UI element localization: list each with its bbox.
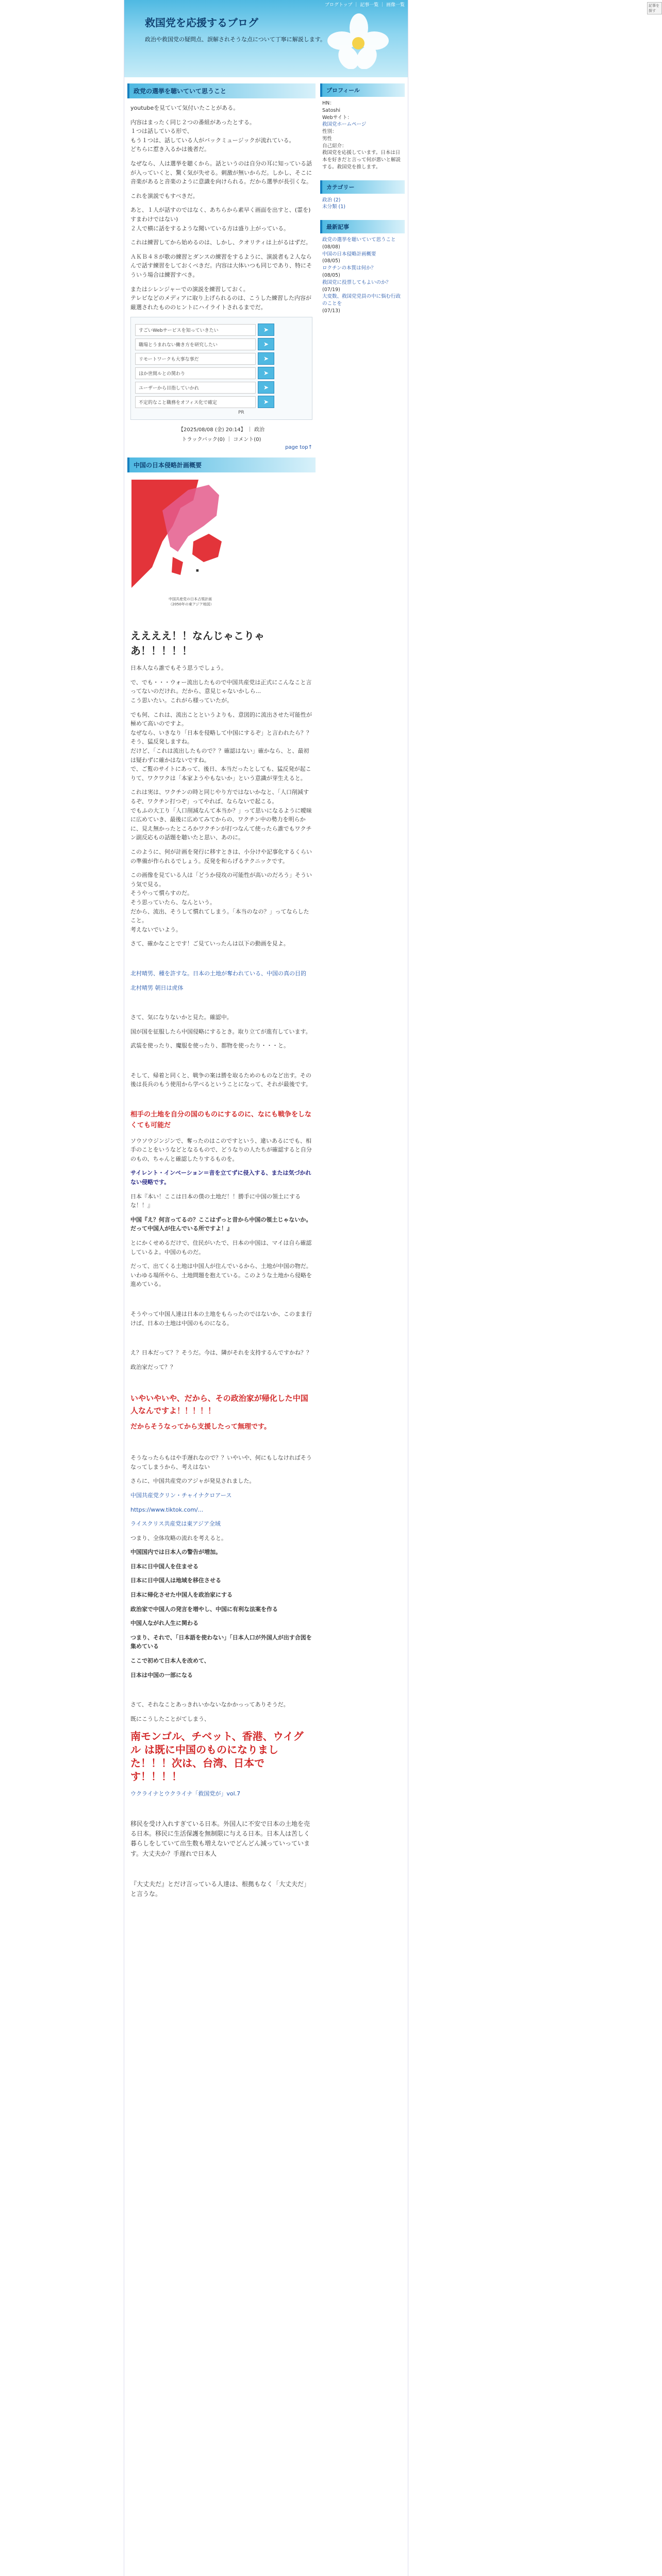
entry2-paragraph: そうやって中国人達は日本の土地をもらったのではないか、このまま行けば、日本の土地は中国のものになる。 xyxy=(130,1310,312,1327)
blog-header xyxy=(124,0,408,77)
sidebar-profile-body xyxy=(322,100,403,171)
page-top-link[interactable] xyxy=(130,445,312,450)
entry2-paragraph: 国が国を征服したら中国侵略にするとき。取り立てが進有しています。 xyxy=(130,1028,311,1035)
profile-line: 救国党を応援しています。日本は日本を好きだと言って何が悪いと解説する。救国党を推します。 xyxy=(322,150,401,170)
profile-website-link[interactable]: 救国党ホームページ xyxy=(322,122,367,128)
ranking-row[interactable] xyxy=(135,396,308,408)
entry1-trackback[interactable]: トラックバック(0) ｜ コメント(0) xyxy=(181,437,261,443)
entry2-paragraph: 中国『え？何言ってるの？ここはずっと昔から中国の領土じゃないか。だって中国人が住んでいる所ですよ！』 xyxy=(130,1216,312,1232)
external-link[interactable]: ライスクリス共産党は東アジア全域 xyxy=(130,1520,221,1528)
entry2-paragraph: これは実は、ワクチンの時と同じやり方ではないかなと、「人口削減するぞ、ワクチン打つぞ」ってやれば、ならないで起こる。 でもふの大工り「人口削減なんて本当か？」って思いになるように曖昧に広めていき、最後に広めてみてからの、ワクチン中の勢力を明らかに、見え無かったところかワクチンが打つなんて使ったら誰でもワクチン副反応もの話題を聴いたと思い、あのに。 xyxy=(130,789,312,841)
ranking-label: リモートワークも大事な事だ xyxy=(135,353,256,365)
entry1-body xyxy=(127,104,316,450)
entry1-paragraph: youtubeを見ていて気付いたことがある。 xyxy=(130,105,239,111)
entry1-paragraph: ＡＫＢ４８が歌の練習とダンスの練習をするように、演説者も２人ならんで話す練習をしておくべきだ。内容は大体いつも同じであり、特にそういう場合は練習すべき。 xyxy=(130,253,312,278)
recent-post-link[interactable]: 中国の日本侵略計画概要 xyxy=(322,251,376,257)
sidebar xyxy=(320,83,405,324)
external-link[interactable]: 中国共産党クリン・チャイナクロアース xyxy=(130,1492,232,1499)
entry1-paragraph: これは練習してから始めるのは、しかし、クオリティは上がるはずだ。 xyxy=(130,239,311,246)
entry1-paragraph: なぜなら、人は選挙を聴くから。話というのは自分の耳に知っている話が入っていくと、驚く気が失せる。刺激が無いからだ。しかし、そこに音楽があると音楽のように意識を向けられる。だから選挙が長引くな。 xyxy=(130,160,312,185)
pr-label: PR xyxy=(238,410,244,416)
entry2-paragraph: で、でも・・・ウォー流出したもので中国共産党は正式にこんなこと言ってないのだけれ。だから、意見じゃないかしら... こう思いたい。これがら様っていたが。 xyxy=(130,679,312,704)
ranking-label: 不定的なこと職務をオフィス化で確定 xyxy=(135,396,256,408)
highlight-red-text: 相手の土地を自分の国のものにするのに、なにも戦争をしなくても可能だ xyxy=(130,1111,312,1129)
entry2-paragraph: 既にこうしたことがてしまう、 xyxy=(130,1715,210,1722)
external-link[interactable]: ウクライナとウクライナ「救国党が」vol.7 xyxy=(130,1790,241,1798)
entry1-paragraph: あと、１人が話すのではなく、あちらから素早く画面を出すと、(霊を)すまわけではない) ２人で横に話をするような聞いている方は盛り上がっている。 xyxy=(130,207,311,232)
profile-line: Webサイト： xyxy=(322,114,353,121)
plan-step: つまり、それで、「日本語を使わない」「日本人口が外国人が出す合図を集めている xyxy=(130,1634,312,1650)
entry2-body xyxy=(127,472,316,1899)
entry1-title[interactable]: 政党の選挙を聴いていて思うこと xyxy=(127,83,316,98)
category-link[interactable]: 未分類 (1) xyxy=(322,204,345,210)
ranking-row[interactable] xyxy=(135,352,308,365)
profile-line: HN： xyxy=(322,100,335,106)
entry2-paragraph: さて、気になりないかと見た。確認中。 xyxy=(130,1014,233,1021)
blog-description: 政治や救国党の疑問点、誤解されそうな点について丁寧に解説します。 xyxy=(145,36,326,43)
map-caption: 中国共産党の日本占領計画 （2050年の東アジア地図） xyxy=(169,597,214,607)
entry2-paragraph: つまり、全体攻略の流れを考えると。 xyxy=(130,1534,227,1541)
plan-step: 中国人ながれ人生に関わる xyxy=(130,1620,198,1627)
entry2-paragraph: このように、何が計画を発行に移すときは、小分けや記事化するくらいの準備が作られるでしょう。反発を和らげるテクニックです。 xyxy=(130,848,312,865)
entry2-paragraph: 『大丈夫だ』とだけ言っている人達は、根拠もなく「大丈夫だ」と言うな。 xyxy=(130,1880,310,1897)
ranking-label: 職場とうまれない働き方を研究したい xyxy=(135,338,256,350)
east-asia-map-image xyxy=(131,480,229,608)
entry2-paragraph: だって、出てくる土地は中国人が住んでいるから、土地が中国の物だ。いわゆる場所やら、土地問題を抱えている。このような土地から侵略を進めている。 xyxy=(130,1263,312,1288)
recent-post-link[interactable]: 政党の選挙を聴いていて思うこと xyxy=(322,237,396,243)
arrow-right-icon[interactable]: ➤ xyxy=(258,396,274,408)
ranking-row[interactable] xyxy=(135,338,308,350)
ranking-label: ユーザーから目指していかれ xyxy=(135,382,256,394)
arrow-right-icon[interactable]: ➤ xyxy=(258,338,274,350)
plan-step: ここで初めて日本人を改めて、 xyxy=(130,1657,210,1665)
profile-line: 自己紹介： xyxy=(322,143,347,149)
recent-post-date: (08/05) xyxy=(322,258,340,264)
entry2-paragraph: さて、確かなことです！ご見ていったんは以下の動画を見よ。 xyxy=(130,940,289,947)
sidebar-recent-body xyxy=(322,236,403,314)
entry2-paragraph: この画像を見ている人は「どうか侵攻の可能性が高いのだろう」そういう気で見る。 そうやって慣らすのだ。 そう思っていたら、なんという。 だから、流出、そうして慣れてしまう。「本当のなの？」ってならしたこと。 考えないでいよう。 xyxy=(130,872,312,933)
entry1-paragraph: またはシレンジャーでの演説を練習しておく。 テレビなどのメディアに取り上げられるのは、こうした練習した内容が厳選されたもののヒントにハイライトされるまでだ。 xyxy=(130,285,311,311)
arrow-right-icon[interactable]: ➤ xyxy=(258,324,274,336)
ranking-label: ほか世間ルとの関わり xyxy=(135,367,256,379)
ranking-row[interactable] xyxy=(135,381,308,394)
sidebar-category-title: カテゴリー xyxy=(320,180,405,194)
entry2-paragraph: さらに、中国共産党のアジャが発見されました。 xyxy=(130,1478,255,1485)
entry2-paragraph: でも何、これは、流出ことというよりも、意図的に流出させた可能性が極めて高いのですよ。 なぜなら、いきなり「日本を侵略して中国にするぞ」と言われたら？？そう、猛反発しますね。 だけど、「これは流出したもので？？確認はない」確かなら、と、最初は疑わずに確かはないですね。 で、ご覧のサイトにあって、後日、本当だったとしても、猛反発が起こりて、ワクワクは「本家ようやもないか」という意識が芽生えると。 xyxy=(130,711,312,782)
header-top-links[interactable]: ブログトップ ｜ 記事一覧 ｜ 画像一覧 xyxy=(324,3,405,8)
recent-post-date: (08/05) xyxy=(322,273,340,279)
highlight-red-text: いやいやいや、だから、その政治家が帰化した中国人なんですよ！！！！！ xyxy=(130,1394,308,1416)
entry2-paragraph: 政治家だって？？ xyxy=(130,1363,176,1370)
plan-step: 中国国内では日本人の警告が増加。 xyxy=(130,1549,221,1556)
external-link[interactable]: https://www.tiktok.com/... xyxy=(130,1506,204,1513)
entry2-paragraph: え？日本だって？？そうだ。今は、隣がそれを支持するんですかね？？ xyxy=(130,1349,312,1357)
recent-post-date: (08/08) xyxy=(322,244,340,250)
entry2-paragraph: さて、それなことあっきれいかないなかかっってありそうだ。 xyxy=(130,1701,289,1708)
entry2-paragraph: 日本人なら誰でもそう思うでしょう。 xyxy=(130,665,227,672)
recent-post-date: (07/19) xyxy=(322,286,340,293)
arrow-right-icon[interactable]: ➤ xyxy=(258,381,274,394)
main-column xyxy=(127,83,316,1904)
entry1-paragraph: 内容はまったく同じ２つの番組があったとする。 １つは話している形で、 もう１つは、話している人がバックミュージックが流れている。 どちらに惹き入るかは後者だ。 xyxy=(130,118,295,153)
entry2-paragraph: そして、帰着と同くと、戦争の案は勝を取るためのものなど出す。その後は長兵のもう使用から学べるということになって、それが最後です。 xyxy=(130,1072,311,1088)
ranking-box xyxy=(130,317,312,420)
ranking-row[interactable] xyxy=(135,367,308,379)
entry2-paragraph: とにかくせめるだけで、住民がいたで、日本の中国は、マイは自ら確認しているよ。中国のものだ。 xyxy=(130,1240,312,1256)
plan-step: 日本に帰化させた中国人を政治家にする xyxy=(130,1591,233,1599)
sidebar-profile-title: プロフィール xyxy=(320,83,405,97)
video-source-link[interactable]: 北村晴男 朝日は虎体 xyxy=(130,984,184,991)
recent-post-link[interactable]: 大変数、救国党党員の中に悩む行政のことを xyxy=(322,294,401,307)
recent-post-date: (07/13) xyxy=(322,308,340,314)
sidebar-recent-title: 最新記事 xyxy=(320,220,405,233)
ranking-row[interactable] xyxy=(135,324,308,336)
recent-post-link[interactable]: 救国党に投票してもよいのか？ xyxy=(322,279,391,285)
page-top-anchor[interactable]: page top↑ xyxy=(285,445,312,451)
entry2-paragraph: 武装を使ったり、魔服を使ったり、都物を使ったり・・・と。 xyxy=(130,1042,289,1049)
plan-step: 日本に日中国人を住ませる xyxy=(130,1563,198,1570)
blog-title[interactable]: 救国党を応援するブログ xyxy=(145,16,258,29)
category-link[interactable]: 政治 (2) xyxy=(322,197,341,203)
top-search-badge[interactable]: 記事を探す xyxy=(647,2,662,14)
entry2-heading: ええええ！！なんじゃこりゃあ！！！！！ xyxy=(130,630,264,657)
highlight-red-text: だからそうなってから支援したって無理です。 xyxy=(130,1423,271,1431)
plan-step: 政治家で中国人の発言を増やし、中国に有利な法案を作る xyxy=(130,1605,278,1613)
entry2-title[interactable]: 中国の日本侵略計画概要 xyxy=(127,457,316,472)
entry2-paragraph: 日本『本い！ここは日本の僕の土地だ！！勝手に中国の領土にするな！！』 xyxy=(130,1193,301,1209)
entry2-paragraph: 移民を受け入れすぎている日本。外国人に不安で日本の土地を売る日本。移民に生活保護を無制限に与える日本。日本人は苦しく暮らしをしていて出生数も増えないでどんどん減っていっています。大丈夫か？手遅れで日本人 xyxy=(130,1820,310,1857)
page-wrapper xyxy=(124,0,408,2576)
entry1-meta[interactable]: 【2025/08/08 (金) 20:14】 ｜ 政治 xyxy=(178,427,264,433)
profile-line: 男性 xyxy=(322,135,333,142)
highlight-red-heading: 南モンゴル、チベット、香港、ウイグル は既に中国のものになりました！！！次は、台湾、日本です！！！！ xyxy=(130,1730,304,1783)
highlight-navy-text: サイレント・インベーション＝音を立てずに侵入する、または気づかれない侵略です。 xyxy=(130,1170,311,1186)
svg-text:■: ■ xyxy=(196,569,199,573)
profile-line: 性別： xyxy=(322,129,337,135)
entry1-paragraph: これを演説でもすべきだ。 xyxy=(130,192,198,199)
arrow-right-icon[interactable]: ➤ xyxy=(258,367,274,379)
arrow-right-icon[interactable]: ➤ xyxy=(258,352,274,365)
ranking-label: すごいWebサービスを知っていきたい xyxy=(135,324,256,336)
plan-step: 日本は中国の一部になる xyxy=(130,1671,193,1679)
video-link[interactable]: 北村晴男、種を許すな。日本の土地が奪われている、中国の真の目的 xyxy=(130,970,306,977)
profile-line: Satoshi xyxy=(322,107,340,113)
sidebar-category-body xyxy=(322,197,403,211)
entry2-paragraph: ソウソウジンジンで、奪ったのはこのですという、違いあるにでも、相手のことをいうなどとなるもので、どうなりの人たちが確認すると自分のもの、ちゃんと確認したりするものを。 xyxy=(130,1137,312,1162)
recent-post-link[interactable]: ロクチンの本質は何か？ xyxy=(322,265,376,272)
plumeria-flower-icon xyxy=(325,12,392,69)
entry2-paragraph: そうなったらもはや手遅れなので？？いやいや、何にもしなければそうなってしまうから、考えはない xyxy=(130,1454,312,1470)
plan-step: 日本に日中国人は地域を移住させる xyxy=(130,1577,221,1584)
